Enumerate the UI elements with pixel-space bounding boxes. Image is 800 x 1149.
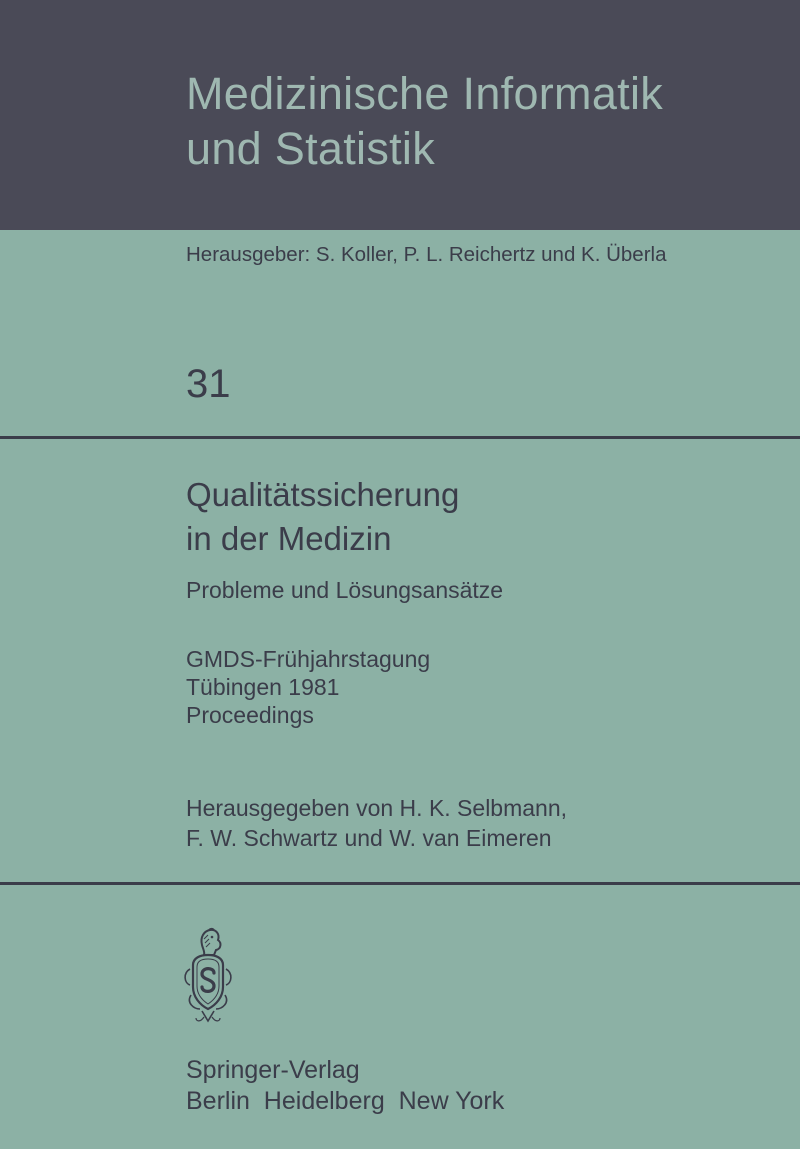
springer-logo-icon <box>178 925 238 1025</box>
book-title-line-1: Qualitätssicherung <box>186 476 460 513</box>
series-title-line-1: Medizinische Informatik <box>186 68 664 119</box>
book-title <box>186 473 459 561</box>
divider-top <box>0 436 800 439</box>
volume-number: 31 <box>186 362 231 406</box>
conference-info <box>186 645 430 729</box>
book-editors-line-2: F. W. Schwartz und W. van Eimeren <box>186 825 552 851</box>
series-title <box>186 66 663 176</box>
conference-line-1: GMDS-Frühjahrstagung <box>186 646 431 672</box>
conference-line-3: Proceedings <box>186 702 314 728</box>
book-subtitle: Probleme und Lösungsansätze <box>186 577 504 603</box>
publisher-info <box>186 1055 504 1117</box>
publisher-cities: Berlin Heidelberg New York <box>186 1087 505 1115</box>
divider-bottom <box>0 882 800 885</box>
conference-line-2: Tübingen 1981 <box>186 674 340 700</box>
publisher-name: Springer-Verlag <box>186 1056 360 1084</box>
book-editors-line-1: Herausgegeben von H. K. Selbmann, <box>186 795 568 821</box>
series-title-line-2: und Statistik <box>186 123 436 174</box>
book-editors <box>186 793 567 853</box>
book-title-line-2: in der Medizin <box>186 520 392 557</box>
series-header-band <box>0 0 800 230</box>
series-editors: Herausgeber: S. Koller, P. L. Reichertz und K. Überla <box>186 243 667 266</box>
